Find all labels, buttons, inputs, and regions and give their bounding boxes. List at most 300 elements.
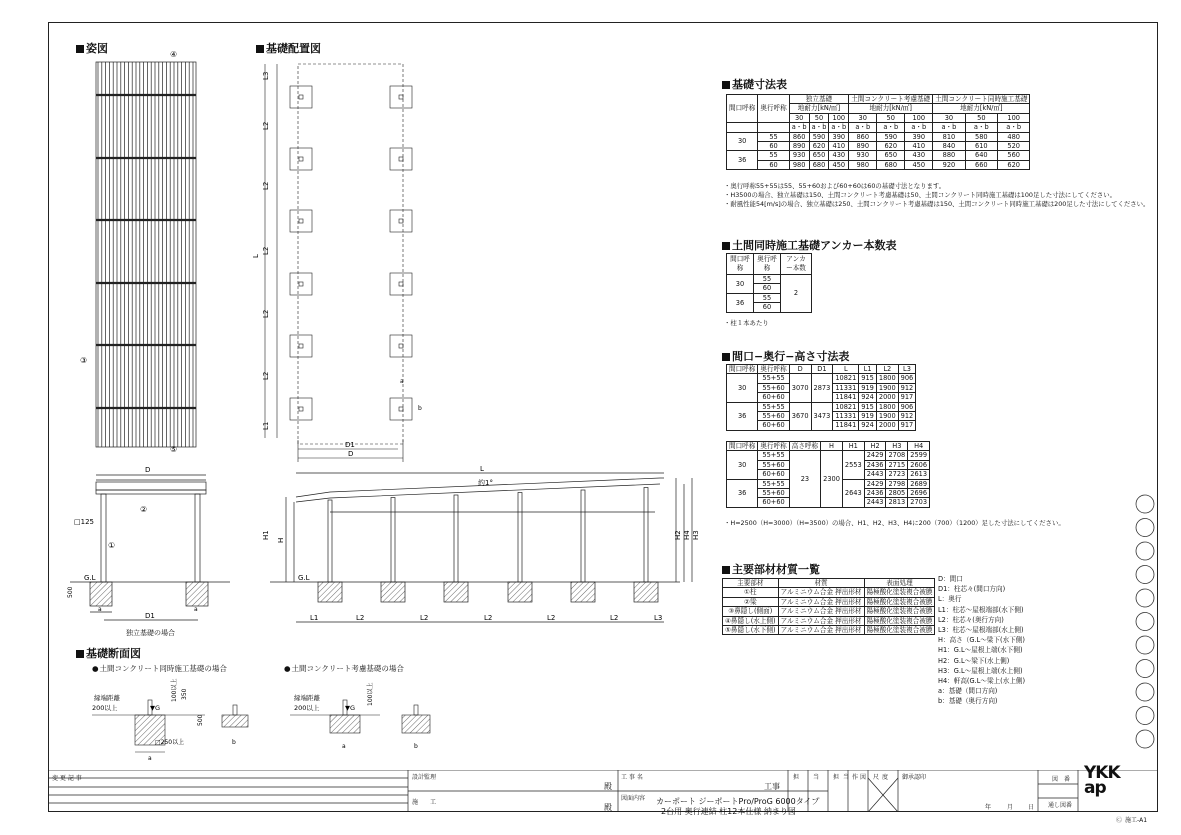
side-footing	[571, 582, 595, 602]
size-cell: 3070	[789, 374, 811, 402]
edge-a: 縁端距離	[94, 694, 120, 702]
v350-a: 350	[181, 688, 188, 700]
dim-load-1-2: 100	[905, 113, 933, 122]
size-cell: 10821	[833, 402, 859, 411]
size-cell: 55+55	[758, 374, 789, 383]
front-gl: G.L	[84, 574, 96, 582]
dim-cell: 860	[789, 132, 809, 141]
size-cell: 2429	[864, 479, 886, 488]
dim-cell: 620	[877, 142, 905, 151]
v250-a: □250以上	[155, 739, 185, 746]
ring-marks	[1130, 492, 1160, 772]
tb-col-4: 作	[852, 774, 859, 781]
size-header: H3	[886, 442, 908, 451]
anchor-note: ・柱１本あたり	[724, 319, 769, 327]
material-cell: アルミニウム合金 押出形材	[778, 597, 864, 606]
size-cell: 919	[859, 412, 877, 421]
tb-drawing-no: 図 番	[1052, 776, 1071, 783]
size-cell: 1900	[876, 383, 898, 392]
ring	[1136, 613, 1154, 631]
size-header: D	[789, 365, 811, 374]
size-cell: 2443	[864, 498, 886, 507]
legend-item: L2：柱芯々(奥行方向)	[938, 615, 1004, 624]
legend-item: H：高さ（G.L〜梁下(水下側)	[938, 636, 1025, 645]
size-cell: 3473	[811, 402, 833, 430]
depth-500: 500	[67, 586, 74, 598]
ring	[1136, 519, 1154, 537]
dim-note-1: ・奥行呼称55+55は55、55+60および60+60は60の基礎寸法となります。	[724, 182, 946, 190]
tb-work-suffix: 工事	[764, 782, 780, 791]
size-header: H2	[864, 442, 886, 451]
side-footing	[318, 582, 342, 602]
ring	[1136, 730, 1154, 748]
dim-group-3: 土間コンクリート同時施工基礎	[933, 95, 1030, 104]
material-cell: アルミニウム合金 押出形材	[778, 588, 864, 597]
dim-bearing-1: 地耐力[kN/㎡]	[789, 104, 848, 113]
size-cell: 60+60	[758, 470, 789, 479]
anchor-h-1: 奥行呼称	[754, 254, 781, 275]
dim-H: H	[277, 537, 285, 543]
size-cell: 2696	[908, 489, 930, 498]
dim-cell: 430	[829, 151, 849, 160]
size-cell: 2436	[864, 460, 886, 469]
size-cell: 1800	[876, 402, 898, 411]
dim-L2-5: L2	[262, 371, 270, 380]
tb-col-7: 度	[882, 774, 889, 781]
material-header: 表面処理	[864, 579, 935, 588]
dim-ab-6: a・b	[933, 123, 965, 132]
footing	[290, 148, 312, 170]
tb-col-0: 担	[793, 774, 800, 781]
dim-load-0-2: 100	[829, 113, 849, 122]
dim-cell: 920	[933, 160, 965, 169]
dim-cell: 560	[998, 151, 1030, 160]
dim-cell: 520	[998, 142, 1030, 151]
dim-ab-3: a・b	[849, 123, 877, 132]
anchor-d-1: 60	[754, 284, 781, 293]
size-cell: 2703	[908, 498, 930, 507]
dim-cell: 620	[998, 160, 1030, 169]
legend-item: a：基礎（間口方向)	[938, 687, 998, 696]
section-layout: 基礎配置図	[256, 40, 321, 56]
material-cell: ①柱	[723, 588, 779, 597]
dim-cell: 680	[809, 160, 829, 169]
dim-ab-1: a・b	[809, 123, 829, 132]
size-cell: 30	[727, 451, 758, 479]
edge-val-b: 200以上	[294, 704, 320, 712]
dim-cell: 680	[877, 160, 905, 169]
ring	[1136, 707, 1154, 725]
legend-item: H2：G.L〜梁下(水上側)	[938, 656, 1010, 665]
dim-group-2: 土間コンクリート考慮基礎	[849, 95, 933, 104]
tb-date-label: 御承認印	[902, 774, 927, 781]
size-header: 奥行呼称	[758, 442, 789, 451]
size-cell: 912	[898, 412, 916, 421]
front-section	[70, 475, 230, 620]
dim-cell: 860	[849, 132, 877, 141]
dim-note-2: ・H3500の場合、独立基礎は150、土間コンクリート考慮基礎は50、土間コンクリート同時施工基礎は100足した寸法にしてください。	[724, 191, 1117, 199]
tb-copyright: Ⓒ	[1116, 817, 1123, 824]
detail-a-a: a	[148, 755, 152, 762]
side-dim-L: L	[480, 465, 484, 473]
size-note: ・H=2500（H=3000）（H=3500）の場合、H1、H2、H3、H4に200（700）（1200）足した寸法にしてください。	[724, 519, 1065, 527]
dim-cell: 980	[849, 160, 877, 169]
size-cell: 2443	[864, 470, 886, 479]
dim-cell: 650	[877, 151, 905, 160]
side-L2-1: L2	[356, 614, 365, 622]
dim-cell: 810	[933, 132, 965, 141]
size-cell: 917	[898, 393, 916, 402]
section-anchor-table: 土間同時施工基礎アンカー本数表	[722, 237, 897, 253]
dim-row-opening: 36	[727, 151, 758, 170]
dim-H4: H4	[683, 530, 691, 540]
post-mark	[399, 282, 403, 286]
post-mark	[399, 95, 403, 99]
section-dim-table: 基礎寸法表	[722, 76, 787, 92]
size-cell: 2000	[876, 393, 898, 402]
material-cell: 陽極酸化塗装複合被膜	[864, 607, 935, 616]
size-cell: 55+55	[758, 402, 789, 411]
size-header: 間口呼称	[727, 365, 758, 374]
v500-a: 500	[197, 714, 204, 726]
ring	[1136, 566, 1154, 584]
anchor-o-30: 30	[727, 275, 754, 294]
legend-item: H3：G.L〜屋根上端(水上側)	[938, 666, 1023, 675]
tb-col-2: 担	[833, 774, 840, 781]
dim-L3: L3	[262, 71, 270, 80]
size-cell: 55+60	[758, 412, 789, 421]
footing	[290, 335, 312, 357]
side-post	[644, 488, 648, 583]
dim-h-depth: 奥行呼称	[758, 95, 789, 123]
edge-val-a: 200以上	[92, 704, 118, 712]
size-cell: 906	[898, 402, 916, 411]
size-cell: 11841	[833, 393, 859, 402]
post-mark	[299, 95, 303, 99]
size-cell: 36	[727, 479, 758, 507]
dim-cell: 930	[849, 151, 877, 160]
v100-b: 100以上	[367, 682, 374, 706]
dim-L: L	[252, 254, 260, 258]
size-cell: 2643	[842, 479, 864, 507]
dim-h-opening: 間口呼称	[727, 95, 758, 123]
g-a: ▼G	[150, 704, 161, 712]
size-cell: 1900	[876, 412, 898, 421]
size-header: 奥行呼称	[758, 365, 789, 374]
side-footing	[508, 582, 532, 602]
size-cell: 2715	[886, 460, 908, 469]
footing	[390, 398, 412, 420]
front-a: a	[98, 606, 102, 613]
detail-b-a: a	[342, 743, 346, 750]
post-mark	[299, 344, 303, 348]
dim-ab-5: a・b	[905, 123, 933, 132]
side-section	[270, 473, 692, 622]
material-cell: ③鼻隠し(側面)	[723, 607, 779, 616]
side-post	[454, 495, 458, 582]
dim-cell: 890	[849, 142, 877, 151]
anchor-d-0: 55	[754, 275, 781, 284]
tb-content-label: 図面内容	[621, 795, 646, 802]
side-L2-4: L2	[547, 614, 556, 622]
mark-5: ⑤	[170, 445, 178, 454]
legend-list	[938, 574, 1025, 707]
dim-L2-1: L2	[262, 121, 270, 130]
tb-construction: 施 工	[412, 799, 437, 806]
size-header: 間口呼称	[727, 442, 758, 451]
side-L1: L1	[310, 614, 319, 622]
size-cell: 2813	[886, 498, 908, 507]
size-cell: 912	[898, 383, 916, 392]
dim-cell: 410	[829, 142, 849, 151]
size-table-1	[726, 364, 916, 431]
size-cell: 2798	[886, 479, 908, 488]
footing	[390, 210, 412, 232]
dim-row-opening: 30	[727, 132, 758, 151]
mark-3: ③	[80, 356, 88, 365]
material-cell: アルミニウム合金 押出形材	[778, 607, 864, 616]
dim-ab-4: a・b	[877, 123, 905, 132]
ring	[1136, 660, 1154, 678]
size-cell: 11331	[833, 412, 859, 421]
detail-a-b: b	[232, 739, 236, 746]
dim-cell: 650	[809, 151, 829, 160]
legend-item: H4：軒高(G.L〜梁上(水上側)	[938, 677, 1026, 686]
tb-day: 日	[1028, 804, 1035, 811]
roof-plan	[96, 62, 196, 447]
dim-L2-2: L2	[262, 181, 270, 190]
post-mark	[299, 157, 303, 161]
side-footing	[444, 582, 468, 602]
size-table-2	[726, 441, 930, 508]
legend-item: b：基礎（奥行方向)	[938, 697, 998, 706]
dim-load-2-1: 50	[965, 113, 997, 122]
section-cross: 基礎断面図	[76, 645, 141, 661]
cross-sub-a: ● 土間コンクリート同時施工基礎の場合	[92, 663, 227, 674]
mark-2: ②	[140, 505, 148, 514]
material-cell: ④鼻隠し(水上側)	[723, 616, 779, 625]
size-header: L1	[859, 365, 877, 374]
dim-cell: 390	[829, 132, 849, 141]
v100-a: 100以上	[171, 678, 178, 702]
dim-bearing-2: 地耐力[kN/㎡]	[849, 104, 933, 113]
tb-work-label: 工 事 名	[621, 774, 643, 781]
side-footing	[381, 582, 405, 602]
dim-cell: 620	[809, 142, 829, 151]
material-table	[722, 578, 935, 635]
size-cell: 924	[859, 421, 877, 430]
section-elevation: 姿図	[76, 40, 108, 56]
size-header: H4	[908, 442, 930, 451]
material-header: 主要部材	[723, 579, 779, 588]
dim-bearing-3: 地耐力[kN/㎡]	[933, 104, 1030, 113]
size-cell: 10821	[833, 374, 859, 383]
brand-logo: YKK ap	[1084, 763, 1120, 798]
legend-item: L1：柱芯〜屋根端部(水下側)	[938, 605, 1024, 614]
footing	[390, 273, 412, 295]
size-cell: 915	[859, 402, 877, 411]
side-post	[518, 493, 522, 583]
dim-note-3: ・耐風性能54[m/s]の場合、独立基礎は250、土間コンクリート考慮基礎は150、土間コンクリート同時施工基礎は200足した寸法にしてください。	[724, 200, 1150, 208]
dim-cell: 660	[965, 160, 997, 169]
dim-row-depth: 55	[758, 151, 789, 160]
size-cell: 11331	[833, 383, 859, 392]
size-cell: 55+55	[758, 451, 789, 460]
size-cell: 60+60	[758, 498, 789, 507]
size-header: H1	[842, 442, 864, 451]
dim-cell: 840	[933, 142, 965, 151]
size-cell: 917	[898, 421, 916, 430]
size-cell: 2000	[876, 421, 898, 430]
footing	[390, 335, 412, 357]
size-cell: 915	[859, 374, 877, 383]
dim-cell: 580	[965, 132, 997, 141]
foundation-layout	[265, 64, 412, 462]
dim-row-depth: 55	[758, 132, 789, 141]
size-header: D1	[811, 365, 833, 374]
post-mark	[299, 219, 303, 223]
edge-b: 縁端距離	[294, 694, 320, 702]
post-size: □125	[74, 518, 94, 526]
size-cell: 30	[727, 374, 758, 402]
size-cell: 906	[898, 374, 916, 383]
anchor-h-2: アンカー本数	[781, 254, 812, 275]
footing	[390, 86, 412, 108]
tb-year: 年	[985, 804, 992, 811]
dim-ab-8: a・b	[998, 123, 1030, 132]
anchor-table	[726, 253, 812, 313]
mark-4: ④	[170, 50, 178, 59]
footing	[290, 86, 312, 108]
dim-cell: 480	[998, 132, 1030, 141]
legend-item: H1：G.L〜屋根上端(水下側)	[938, 646, 1023, 655]
post-mark	[399, 407, 403, 411]
size-cell: 2436	[864, 489, 886, 498]
size-header: 高さ呼称	[789, 442, 820, 451]
post-mark	[299, 407, 303, 411]
dim-group-1: 独立基礎	[789, 95, 848, 104]
dim-load-1-1: 50	[877, 113, 905, 122]
side-footing	[634, 582, 658, 602]
size-cell: 2429	[864, 451, 886, 460]
g-b: ▼G	[345, 704, 356, 712]
dim-load-2-2: 100	[998, 113, 1030, 122]
size-cell: 919	[859, 383, 877, 392]
side-gl: G.L	[298, 574, 310, 582]
material-cell: 陽極酸化塗装複合被膜	[864, 616, 935, 625]
tb-col-3: 当	[843, 774, 850, 781]
slope: 約1°	[478, 479, 493, 487]
dim-cell: 590	[809, 132, 829, 141]
size-cell: 2553	[842, 451, 864, 479]
footing	[290, 273, 312, 295]
cross-sub-b: ● 土間コンクリート考慮基礎の場合	[284, 663, 404, 674]
size-cell: 2300	[821, 451, 843, 507]
dim-D: D	[348, 450, 354, 458]
ring	[1136, 542, 1154, 560]
side-post	[581, 490, 585, 582]
size-cell: 2873	[811, 374, 833, 402]
front-dim-D1: D1	[145, 612, 155, 620]
material-cell: 陽極酸化塗装複合被膜	[864, 597, 935, 606]
dim-ab-2: a・b	[829, 123, 849, 132]
footing	[390, 148, 412, 170]
dim-cell: 450	[905, 160, 933, 169]
size-cell: 60+60	[758, 421, 789, 430]
section-size-table: 間口−奥行−高さ寸法表	[722, 348, 849, 364]
size-cell: 60+60	[758, 393, 789, 402]
size-cell: 55+55	[758, 479, 789, 488]
dim-L2-3: L2	[262, 246, 270, 255]
size-cell: 2599	[908, 451, 930, 460]
tb-content-2: 2台用 奥行連結 柱12本仕様 納まり図	[661, 807, 796, 816]
dim-cell: 610	[965, 142, 997, 151]
tb-sheet: 施工-A1	[1125, 817, 1148, 824]
dim-load-0-1: 50	[809, 113, 829, 122]
legend-item: D1：柱芯々(間口方向)	[938, 585, 1006, 594]
tb-supervisor: 設計監理	[412, 774, 437, 781]
side-L2-2: L2	[420, 614, 429, 622]
size-cell: 36	[727, 402, 758, 430]
legend-item: L：奥行	[938, 595, 962, 604]
dim-cell: 980	[789, 160, 809, 169]
tb-month: 月	[1007, 804, 1014, 811]
front-dim-D: D	[145, 466, 151, 474]
side-L2-3: L2	[484, 614, 493, 622]
size-header: L2	[876, 365, 898, 374]
post-mark	[399, 219, 403, 223]
tb-suffix-1: 殿	[604, 782, 612, 791]
material-header: 材質	[778, 579, 864, 588]
size-header: L3	[898, 365, 916, 374]
size-cell: 1800	[876, 374, 898, 383]
material-cell: アルミニウム合金 押出形材	[778, 616, 864, 625]
dim-ab-7: a・b	[965, 123, 997, 132]
size-header: L	[833, 365, 859, 374]
dim-H3: H3	[692, 530, 700, 540]
size-cell: 3670	[789, 402, 811, 430]
material-cell: アルミニウム合金 押出形材	[778, 626, 864, 635]
footing	[290, 398, 312, 420]
size-cell: 55+60	[758, 383, 789, 392]
anchor-o-36: 36	[727, 293, 754, 312]
footing	[290, 210, 312, 232]
size-cell: 2613	[908, 470, 930, 479]
dim-cell: 590	[877, 132, 905, 141]
anchor-count: 2	[781, 275, 812, 313]
ring	[1136, 589, 1154, 607]
dim-cell: 640	[965, 151, 997, 160]
anchor-d-2: 55	[754, 293, 781, 302]
size-cell: 11841	[833, 421, 859, 430]
dim-cell: 880	[933, 151, 965, 160]
size-cell: 924	[859, 393, 877, 402]
tb-col-1: 当	[813, 774, 820, 781]
dim-cell: 390	[905, 132, 933, 141]
title-block	[48, 770, 1158, 812]
material-cell: ⑤鼻隠し(水下側)	[723, 626, 779, 635]
dim-load-1-0: 30	[849, 113, 877, 122]
independent-label: 独立基礎の場合	[126, 629, 175, 637]
size-cell: 2606	[908, 460, 930, 469]
tb-col-6: 尺	[873, 774, 880, 781]
side-post	[391, 498, 395, 583]
dim-row-depth: 60	[758, 142, 789, 151]
dim-H2: H2	[674, 530, 682, 540]
dim-L1: L1	[262, 421, 270, 430]
post-mark	[399, 344, 403, 348]
side-L2-5: L2	[610, 614, 619, 622]
